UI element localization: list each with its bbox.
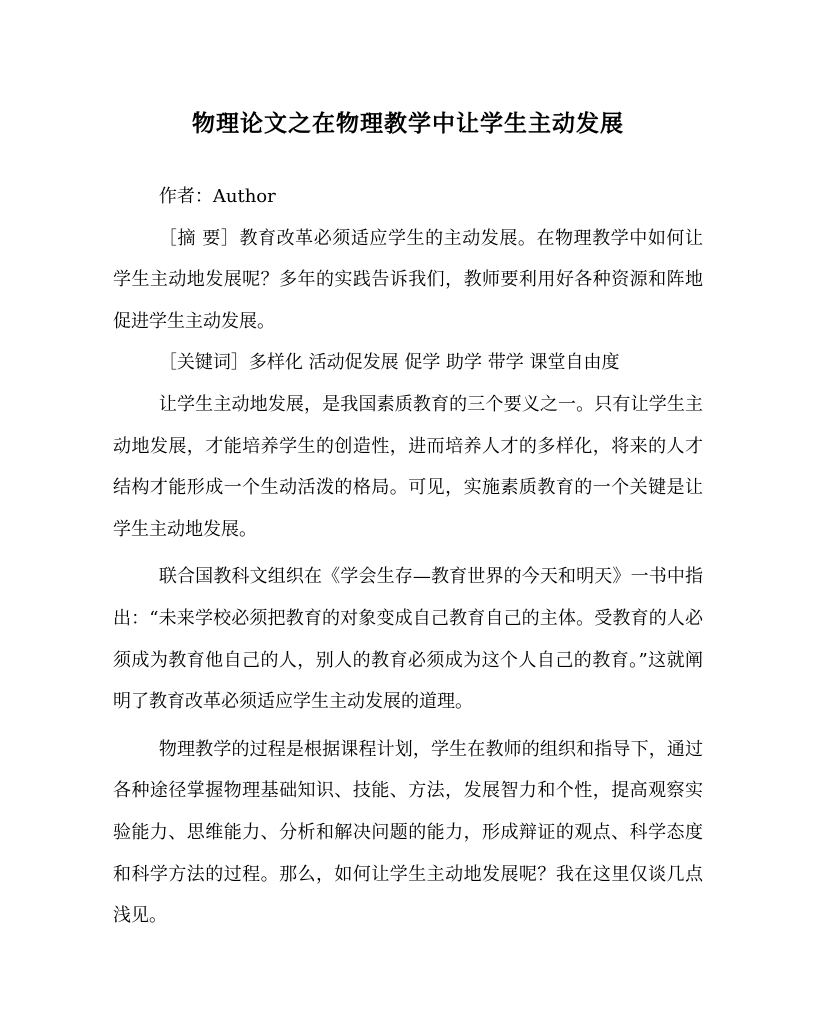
abstract-paragraph: ［摘 要］教育改革必须适应学生的主动发展。在物理教学中如何让学生主动地发展呢？多年的实践告诉我们，教师要利用好各种资源和阵地促进学生主动发展。 [113, 227, 703, 332]
keywords-line: ［关键词］多样化 活动促发展 促学 助学 带学 课堂自由度 [158, 352, 620, 374]
body-paragraph: 联合国教科文组织在《学会生存—教育世界的今天和明天》一书中指出：“未来学校必须把教育的对象变成自己教育自己的主体。受教育的人必须成为教育他自己的人，别人的教育必须成为这个人自己的教育。”这就阐明了教育改革必须适应学生主动发展的道理。 [113, 566, 703, 713]
body-paragraph: 物理教学的过程是根据课程计划，学生在教师的组织和指导下，通过各种途径掌握物理基础知识、技能、方法，发展智力和个性，提高观察实验能力、思维能力、分析和解决问题的能力，形成辩证的观点、科学态度和科学方法的过程。那么，如何让学生主动地发展呢？我在这里仅谈几点浅见。 [113, 738, 703, 927]
body-paragraph: 让学生主动地发展，是我国素质教育的三个要义之一。只有让学生主动地发展，才能培养学生的创造性，进而培养人才的多样化，将来的人才结构才能形成一个生动活泼的格局。可见，实施素质教育的一个关键是让学生主动地发展。 [113, 393, 703, 540]
author-line: 作者：Author [158, 186, 276, 207]
document-body [113, 176, 703, 937]
document-title: 物理论文之在物理教学中让学生主动发展 [192, 110, 624, 137]
